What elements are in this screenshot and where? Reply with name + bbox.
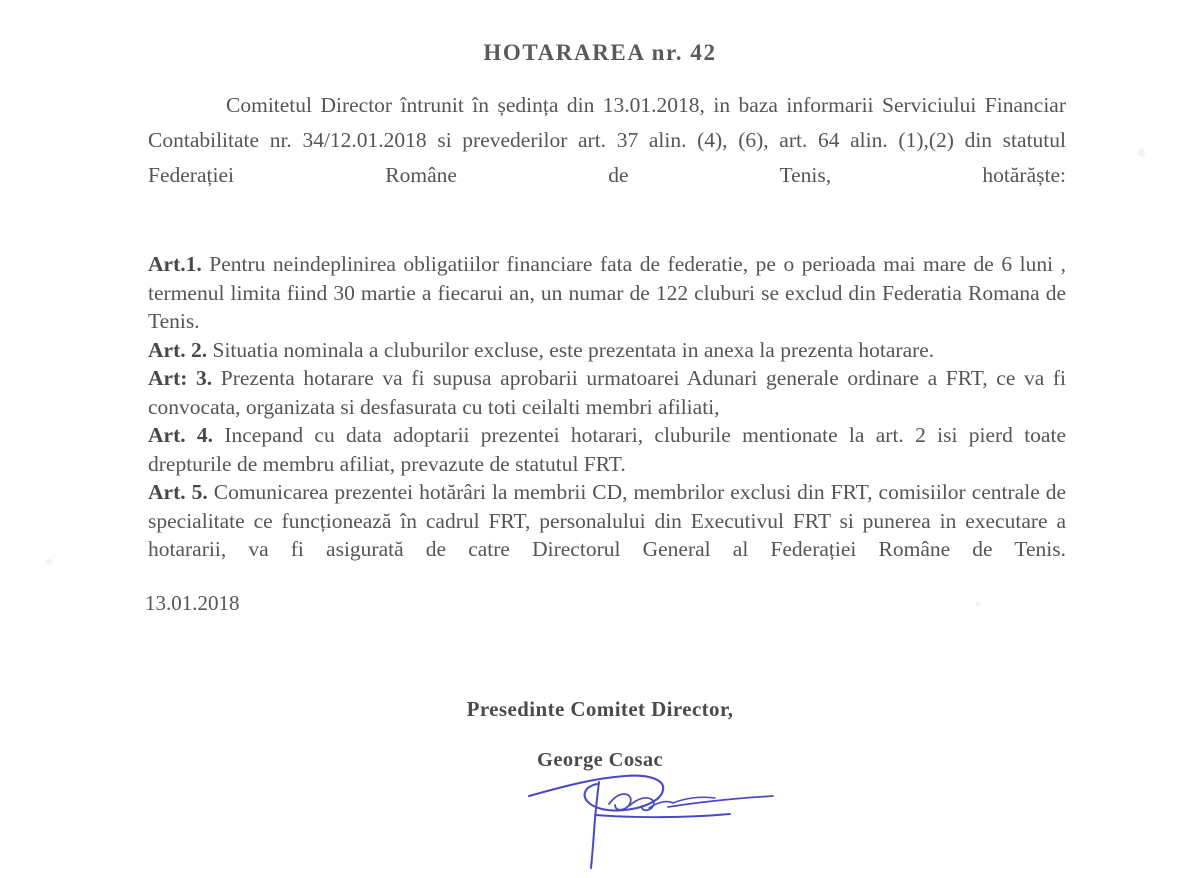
article-2-label: Art. 2. <box>148 337 208 362</box>
article-1 <box>148 250 1066 336</box>
intro-paragraph: Comitetul Director întrunit în ședința din 13.01.2018, in baza informarii Serviciului Financiar Contabilitate nr. 34/12.01.2018 si prevederilor art. 37 alin. (4), (6), art. 64 alin. (1),(2) din statutul Federației Române de Tenis, hotărăște: <box>148 93 1066 187</box>
article-3 <box>148 364 1066 421</box>
document-date: 13.01.2018 <box>145 591 240 615</box>
article-3-text: Prezenta hotarare va fi supusa aprobarii urmatoarei Adunari generale ordinare a FRT, ce va fi convocata, organizata si desfasurata cu toti ceilalti membri afiliati, <box>148 366 1066 419</box>
signatory-name: George Cosac <box>536 749 664 771</box>
scan-speck <box>975 602 981 606</box>
article-4-text: Incepand cu data adoptarii prezentei hotarari, cluburile mentionate la art. 2 isi pierd toate drepturile de membru afiliat, prevazute de statutul FRT. <box>148 423 1066 476</box>
article-1-text: Pentru neindeplinirea obligatiilor financiare fata de federatie, pe o perioada mai mare de 6 luni , termenul limita fiind 30 martie a fiecarui an, un numar de 122 cluburi se exclud din Federatia Romana de Tenis. <box>148 252 1066 333</box>
article-3-label: Art: 3. <box>148 366 213 390</box>
handwritten-signature-icon <box>525 768 825 878</box>
article-4 <box>148 421 1066 478</box>
signatory-role: Presedinte Comitet Director, <box>466 697 734 721</box>
article-5 <box>148 478 1066 592</box>
article-2-text: Situatia nominala a cluburilor excluse, este prezentata in anexa la prezenta hotarare. <box>212 337 935 362</box>
article-4-label: Art. 4. <box>148 423 214 447</box>
article-5-text: Comunicarea prezentei hotărâri la membrii CD, membrilor exclusi din FRT, comisiilor centrale de specialitate ce funcționează în cadrul FRT, personalului din Executivul FRT si punerea in executare a hotararii, va fi asigurată de catre Directorul General al Federației Române de Tenis. <box>148 480 1067 561</box>
page-title: HOTARAREA nr. 42 <box>483 40 717 65</box>
article-1-label: Art.1. <box>148 252 202 276</box>
scan-speck <box>45 559 52 564</box>
scan-speck <box>1138 148 1145 157</box>
signature-block <box>0 697 1200 772</box>
article-2 <box>148 336 1066 365</box>
document-body <box>148 88 1066 592</box>
article-5-label: Art. 5. <box>148 480 208 504</box>
